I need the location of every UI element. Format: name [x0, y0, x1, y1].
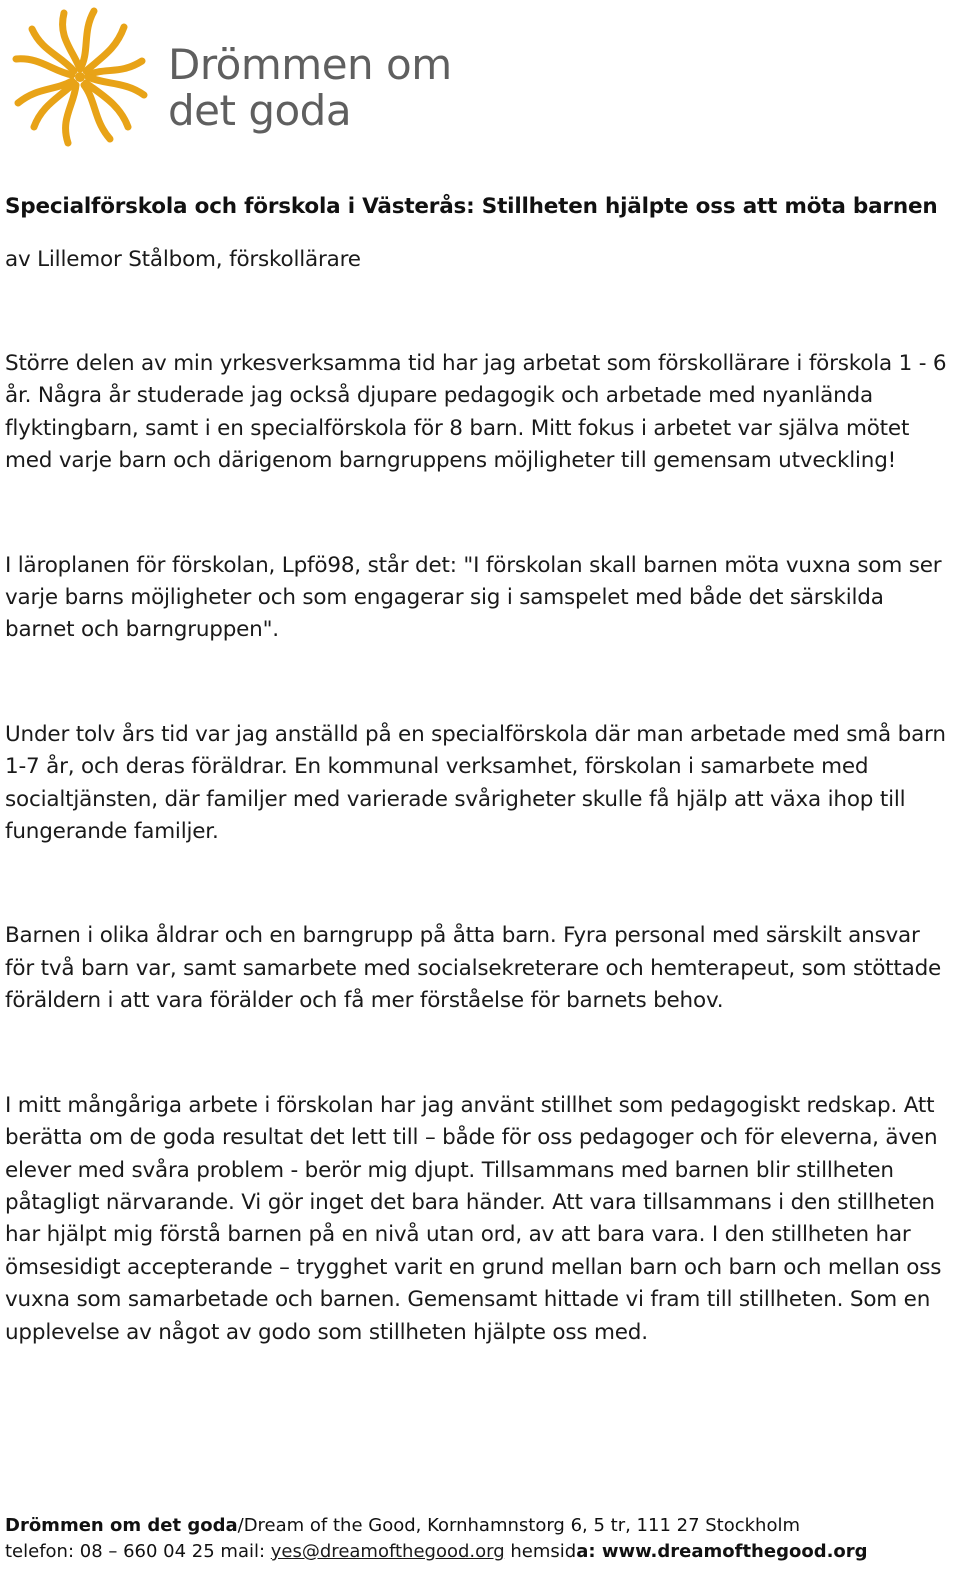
article — [5, 190, 955, 1349]
footer-org-name: Drömmen om det goda — [5, 1515, 238, 1536]
footer-web-link[interactable]: a: www.dreamofthegood.org — [576, 1541, 868, 1562]
paragraph-3: Under tolv års tid var jag anställd på en specialförskola där man arbetade med små barn 1-7 år, och deras föräldrar. En kommunal verksamhet, förskolan i samarbete med socialtjänsten, där familjer med varierade svårigheter skulle få hjälp att växa ihop till fungerande familjer. — [5, 721, 946, 845]
logo-wordmark — [168, 42, 452, 134]
paragraph-5: I mitt mångåriga arbete i förskolan har jag använt stillhet som pedagogiskt redskap. Att berätta om de goda resultat det lett till – både för oss pedagoger och för eleverna, även elever med svåra problem - berör mig djupt. Tillsammans med barnen blir stillheten påtagligt närvarande. Vi gör inget det bara händer. Att vara tillsammans i den stillheten har hjälpt mig förstå barnen på en nivå utan ord, av att bara vara. I den stillheten har ömsesidigt accepterande – trygghet varit en grund mellan barn och barn och mellan oss vuxna som samarbetade och barnen. Gemensamt hittade vi fram till stillheten. Som en upplevelse av något av godo som stillheten hjälpte oss med. — [5, 1092, 942, 1345]
footer-phone: telefon: 08 – 660 04 25 mail: — [5, 1541, 271, 1562]
logo-line-2: det goda — [168, 86, 352, 135]
page-footer — [5, 1513, 955, 1565]
footer-address-line — [5, 1513, 955, 1539]
footer-email-link[interactable]: yes@dreamofthegood.org — [270, 1541, 505, 1562]
paragraph-4: Barnen i olika åldrar och en barngrupp på åtta barn. Fyra personal med särskilt ansvar för två barn var, samt samarbete med socialsekreterare och hemterapeut, som stöttade föräldern i att vara förälder och få mer förståelse för barnets behov. — [5, 923, 942, 1014]
logo-line-1: Drömmen om — [168, 40, 452, 89]
footer-web-label: hemsid — [504, 1541, 577, 1562]
footer-org-address: /Dream of the Good, Kornhamnstorg 6, 5 tr, 111 27 Stockholm — [237, 1515, 801, 1536]
footer-contact-line — [5, 1539, 955, 1565]
paragraph-1: Större delen av min yrkesverksamma tid har jag arbetat som förskollärare i förskola 1 - 6 år. Några år studerade jag också djupare pedagogik och arbetade med nyanlända flyktingbarn, samt i en specialförskola för 8 barn. Mitt fokus i arbetet var själva mötet med varje barn och därigenom barngruppens möjligheter till gemensam utveckling! — [5, 351, 947, 474]
article-title: Specialförskola och förskola i Västerås: Stillheten hjälpte oss att möta barnen — [5, 194, 938, 219]
sun-logo-icon — [4, 2, 156, 152]
brand-logo — [4, 2, 464, 152]
paragraph-2: I läroplanen för förskolan, Lpfö98, står det: "I förskolan skall barnen möta vuxna som ser varje barns möjligheter och som engagerar sig i samspelet med både det särskilda barnet och barngruppen". — [5, 552, 942, 643]
article-byline: av Lillemor Stålbom, förskollärare — [5, 247, 361, 272]
